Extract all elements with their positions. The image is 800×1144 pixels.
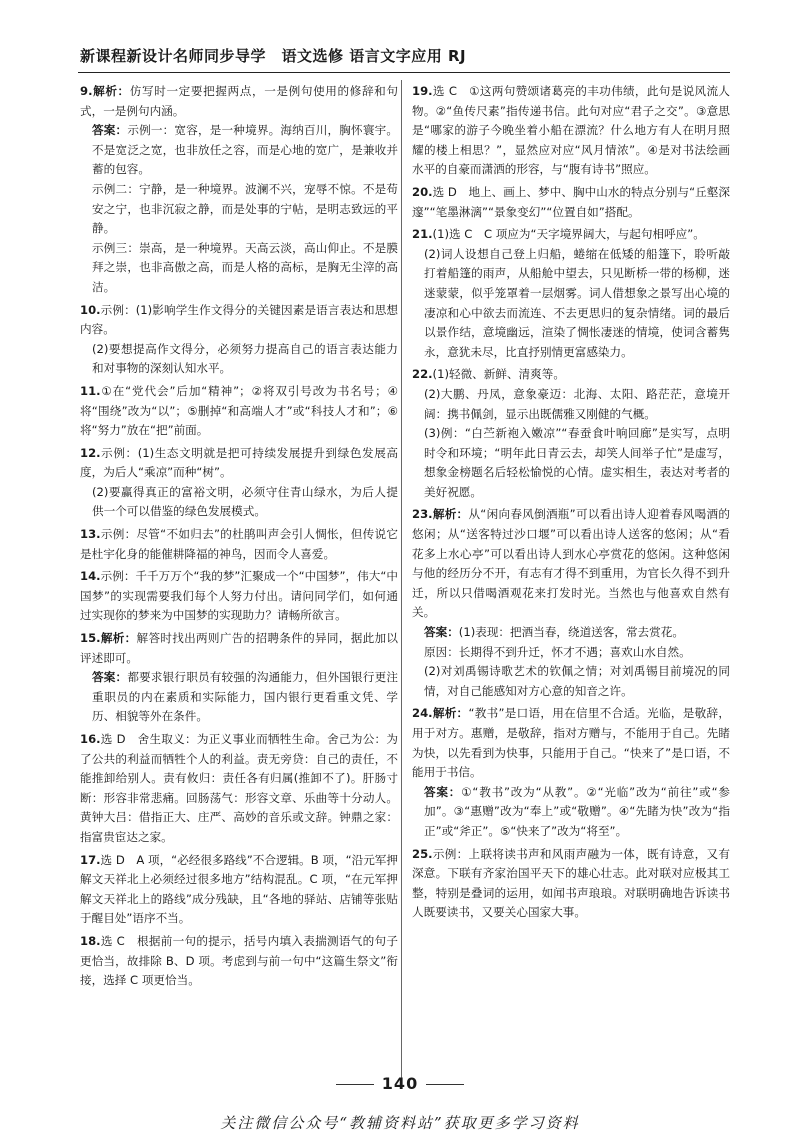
question-number: 24. xyxy=(412,706,433,721)
answer-paragraph xyxy=(412,245,730,363)
answer-label: 答案： xyxy=(424,784,462,799)
page-number-dash-right xyxy=(426,1084,464,1085)
question-number: 10. xyxy=(80,302,101,317)
answer-paragraph xyxy=(412,505,730,623)
page-header: 新课程新设计名师同步导学 语文选修 语言文字应用 RJ xyxy=(80,47,467,65)
answer-item xyxy=(80,629,398,727)
answer-paragraph xyxy=(412,424,730,502)
footer-watermark: 关注微信公众号“教辅资料站”获取更多学习资料 xyxy=(220,1114,580,1132)
answer-label: 解析： xyxy=(92,84,130,98)
question-number: 21. xyxy=(412,227,433,242)
answer-paragraph xyxy=(80,932,398,991)
answer-text: (2)要想提高作文得分，必须努力提高自己的语言表达能力和对事物的深刻认知水平。 xyxy=(92,341,398,376)
question-number: 15. xyxy=(80,631,101,646)
answer-paragraph xyxy=(412,183,730,222)
answer-paragraph xyxy=(412,385,730,424)
answer-item xyxy=(80,382,398,441)
answer-paragraph xyxy=(412,783,730,842)
answer-text: (3)例：“白苎新袍入嫩凉”“春蚕食叶响回廊”是实写，点明时令和环境；“明年此日青云去，却笑人间举子忙”是虚写，想象金榜题名后轻松愉悦的心情。虚实相生，表达对考者的美好祝愿。 xyxy=(424,426,730,499)
answer-text: 选 C 根据前一句的提示，括号内填入表揣测语气的句子更恰当，故排除 B、D 项。考虑到与前一句中“这篇生祭文”衔接，选择 C 项更恰当。 xyxy=(80,933,398,988)
answer-text: 示例：上联将读书声和风雨声融为一体，既有诗意，又有深意。下联有齐家治国平天下的雄心壮志。此对联对应极其工整，特别是叠词的运用，如闻书声琅琅。对联明确地告诉读书人既要读书，又要关心国家大事。 xyxy=(412,846,730,920)
answer-paragraph xyxy=(80,444,398,483)
answer-item xyxy=(412,183,730,222)
answer-text: (1)表现：把酒当春，绕道送客，常去赏花。 xyxy=(458,625,684,640)
answer-paragraph xyxy=(80,567,398,626)
question-number: 20. xyxy=(412,184,433,199)
answer-text: 示例：尽管“不如归去”的杜鹃叫声会引人惆怅，但传说它是杜宇化身的能催耕降福的神鸟，因而令人喜爱。 xyxy=(80,527,398,561)
answer-paragraph xyxy=(412,225,730,245)
answer-text: 仿写时一定要把握两点，一是例句使用的修辞和句式，一是例句内涵。 xyxy=(80,84,398,118)
answer-text: 选 C ①这两句赞颂诸葛亮的丰功伟绩，此句是说风流人物。②“鱼传尺素”指传递书信。此句对应“君子之交”。③意思是“哪家的游子今晚坐着小船在漂流？什么地方有人在明月照耀的楼上相思？”，显然应对应“风月情浓”。④是对书法绘画水平的自豪而潇洒的形容，与“腹有诗书”照应。 xyxy=(412,84,730,177)
page-number-value: 140 xyxy=(381,1074,419,1093)
answer-label: 答案： xyxy=(424,625,459,640)
question-number: 9. xyxy=(80,84,93,98)
question-number: 11. xyxy=(80,383,101,398)
question-number: 13. xyxy=(80,527,101,542)
answer-label: 答案： xyxy=(92,123,128,138)
answer-paragraph xyxy=(80,180,398,239)
answer-paragraph xyxy=(412,365,730,385)
answer-text: (2)对刘禹锡诗歌艺术的钦佩之情；对刘禹锡目前境况的同情，对自己能感知对方心意的知音之许。 xyxy=(424,664,730,698)
answer-text: (1)轻微、新鲜、清爽等。 xyxy=(432,367,565,382)
answer-item xyxy=(412,225,730,362)
answer-item xyxy=(412,365,730,502)
answer-text: 示例：千千万万个“我的梦”汇聚成一个“中国梦”，伟大“中国梦”的实现需要我们每个人努力付出。请问同学们，如何通过实现你的梦来为中国梦的实现助力？请畅所欲言。 xyxy=(80,569,398,623)
answer-item xyxy=(412,82,730,180)
question-number: 23. xyxy=(412,507,433,522)
answer-text: 示例一：宽容，是一种境界。海纳百川，胸怀寰宇。不是宽泛之宽，也非放任之容，而是心地的宽广，是兼收并蓄的包容。 xyxy=(92,123,398,177)
answer-paragraph xyxy=(80,239,398,298)
answer-text: (1)选 C C 项应为“天字境界阔大，与起句相呼应”。 xyxy=(432,227,705,242)
question-number: 18. xyxy=(80,933,101,948)
answer-item xyxy=(80,82,398,298)
answer-item xyxy=(80,730,398,848)
answer-paragraph xyxy=(412,704,730,782)
answer-item xyxy=(80,567,398,626)
answer-item xyxy=(80,525,398,564)
answer-text: “教书”是口语，用在信里不合适。光临，是敬辞，用于对方。惠赠，是敬辞，指对方赠与，不能用于自己。先睹为快，以先看到为快事，只能用于自己。“快来了”是口语，不能用于书信。 xyxy=(412,706,730,780)
question-number: 12. xyxy=(80,445,101,460)
header-divider xyxy=(78,72,730,73)
answer-text: (2)要赢得真正的富裕文明，必须守住青山绿水，为后人提供一个可以借鉴的绿色发展模式。 xyxy=(92,484,398,519)
question-number: 17. xyxy=(80,852,101,867)
answer-text: 示例二：宁静，是一种境界。波澜不兴，宠辱不惊。不是苟安之宁，也非沉寂之静，而是处事的宁帖，是明志致远的平静。 xyxy=(92,181,398,236)
answer-text: 示例三：崇高，是一种境界。天高云淡，高山仰止。不是膜拜之崇，也非高傲之高，而是人格的高标，是胸无尘滓的高洁。 xyxy=(92,240,398,294)
answer-text: ①“教书”改为“从教”。②“光临”改为“前往”或“参加”。③“惠赠”改为“奉上”或“敬赠”。④“先睹为快”改为“指正”或“斧正”。⑤“快来了”改为“将至”。 xyxy=(424,784,730,838)
answer-paragraph xyxy=(412,82,730,180)
page-number-dash-left xyxy=(336,1084,374,1085)
answer-text: 原因：长期得不到升迁，怀才不遇；喜欢山水自然。 xyxy=(424,644,691,659)
answer-item xyxy=(412,505,730,701)
answer-paragraph xyxy=(80,851,398,929)
answer-item xyxy=(80,932,398,991)
question-number: 22. xyxy=(412,367,433,382)
answer-text: 都要求银行职员有较强的沟通能力，但外国银行更注重职员的内在素质和实际能力，国内银行更看重文凭、学历、相貌等外在条件。 xyxy=(92,670,398,724)
answer-paragraph xyxy=(412,643,730,663)
answer-paragraph xyxy=(80,668,398,727)
question-number: 16. xyxy=(80,732,101,746)
answer-label: 解析： xyxy=(100,631,137,646)
answer-text: 选 D 地上、画上、梦中、胸中山水的特点分别与“丘壑深邃”“笔墨淋漓”“景象变幻”“位置自如”搭配。 xyxy=(412,184,730,219)
answer-item xyxy=(80,444,398,522)
question-number: 25. xyxy=(412,846,433,861)
answer-paragraph xyxy=(80,382,398,441)
answer-label: 答案： xyxy=(92,670,128,685)
answer-label: 解析： xyxy=(432,507,469,522)
answer-paragraph xyxy=(80,82,398,121)
answer-text: ①在“党代会”后加“精神”；②将双引号改为书名号；④将“围绕”改为“以”；⑤删掉“和高端人才”或“科技人才和”；⑥将“努力”放在“把”前面。 xyxy=(80,383,398,438)
answer-paragraph xyxy=(80,340,398,379)
answer-item xyxy=(412,845,730,923)
answer-text: 选 D A 项，“必经很多路线”不合逻辑。B 项，“沿元军押解文天祥北上必须经过很多地方”结构混乱。C 项，“在元军押解文天祥北上的路线”成分残缺，且“各地的驿站、店铺等张贴于醒目处”语序不当。 xyxy=(80,852,398,926)
answer-paragraph xyxy=(80,121,398,180)
question-number: 14. xyxy=(80,569,101,584)
answer-text: 从“闲向春风倒酒瓶”可以看出诗人迎着春风喝酒的悠闲；从“送客特过沙口堰”可以看出诗人送客的悠闲；从“看花多上水心亭”可以看出诗人到水心亭赏花的悠闲。这种悠闲与他的经历分不开，有志有才得不到重用，为官长久得不到升迁，所以只借喝酒观花来打发时光。当然也与他喜欢自然有关。 xyxy=(412,507,730,620)
answer-text: 示例：(1)影响学生作文得分的关键因素是语言表达和思想内容。 xyxy=(80,302,398,337)
answer-text: 示例：(1)生态文明就是把可持续发展提升到绿色发展高度，为后人“乘凉”而种“树”。 xyxy=(80,445,398,480)
answer-column-right xyxy=(412,82,730,926)
answer-column-left xyxy=(80,82,398,994)
answer-text: 解答时找出两则广告的招聘条件的异同，据此加以评述即可。 xyxy=(80,631,398,665)
answer-item xyxy=(412,704,730,841)
answer-paragraph xyxy=(80,629,398,668)
answer-paragraph xyxy=(80,525,398,564)
answer-item xyxy=(80,301,398,379)
answer-paragraph xyxy=(80,730,398,848)
answer-paragraph xyxy=(412,662,730,701)
answer-text: (2)大鹏、丹凤，意象豪迈：北海、太阳、路茫茫，意境开阔：携书佩剑，显示出既儒雅又刚健的气概。 xyxy=(424,386,730,421)
answer-paragraph xyxy=(412,623,730,643)
answer-text: 选 D 舍生取义：为正义事业而牺牲生命。舍己为公：为了公共的利益而牺牲个人的利益。责无旁贷：自己的责任，不能推卸给别人。责有攸归：责任各有归属(推卸不了)。肝肠寸断：形容非常悲痛。回肠荡气：形容文章、乐曲等十分动人。黄钟大吕：借指正大、庄严、高妙的音乐或文辞。钟鼎之家：指富贵宦达之家。 xyxy=(80,732,398,844)
answer-paragraph xyxy=(80,301,398,340)
answer-paragraph xyxy=(80,483,398,522)
answer-paragraph xyxy=(412,845,730,923)
question-number: 19. xyxy=(412,84,433,98)
answer-item xyxy=(80,851,398,929)
answer-text: (2)词人设想自己登上归船，蜷缩在低矮的船篷下，聆听敲打着船篷的雨声，从船舱中望去，只见断桥一带的杨柳，迷迷蒙蒙，似乎笼罩着一层烟雾。词人借想象之景写出心境的凄凉和心中欲去而流连、不去更思归的复杂情绪。词的最后以景作结，意境幽远，渲染了惆怅凄迷的情境，使词含蓄隽永，意犹未尽，比直抒别情更富感染力。 xyxy=(424,246,730,359)
page-number xyxy=(0,1074,800,1093)
answer-label: 解析： xyxy=(432,706,469,721)
column-divider xyxy=(401,80,402,1080)
